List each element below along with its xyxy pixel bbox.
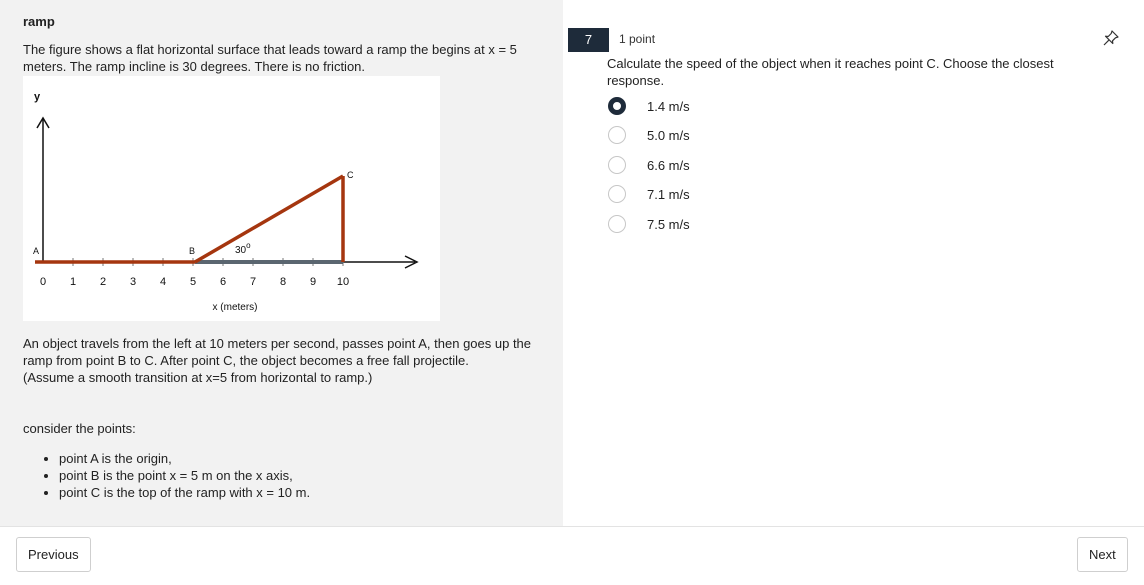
description-line: (Assume a smooth transition at x=5 from horizontal to ramp.) (23, 370, 373, 385)
radio-button[interactable] (608, 185, 626, 203)
angle-label: 30$^o$ (235, 241, 251, 256)
y-axis-label: y (34, 91, 41, 103)
list-item: • point B is the point x = 5 m on the x axis, (59, 467, 310, 484)
pin-icon[interactable] (1102, 29, 1120, 47)
answer-option[interactable] (607, 125, 907, 147)
x-tick-label: 5 (189, 276, 197, 288)
list-item: • point A is the origin, (59, 450, 310, 467)
x-tick-label: 6 (219, 276, 227, 288)
passage-intro: The figure shows a flat horizontal surface that leads toward a ramp the begins at x = 5 meters. The ramp incline is 30 degrees. There is no friction. (23, 42, 517, 74)
option-label: 1.4 m/s (647, 99, 690, 114)
answer-option[interactable] (607, 155, 907, 177)
ramp-figure (23, 76, 440, 321)
footer-divider (0, 526, 1144, 527)
ramp-incline (195, 176, 343, 262)
point-b-label: B (189, 246, 196, 256)
x-tick-label: 4 (159, 276, 167, 288)
points-list (41, 450, 310, 501)
option-label: 7.5 m/s (647, 217, 690, 232)
option-label: 7.1 m/s (647, 187, 690, 202)
question-text: Calculate the speed of the object when it reaches point C. Choose the closest response. (607, 56, 1054, 88)
question-number: 7 (568, 28, 609, 52)
previous-button[interactable]: Previous (16, 537, 91, 572)
point-c-label: C (347, 170, 354, 180)
passage-title: ramp (23, 14, 55, 29)
question-points: 1 point (619, 32, 656, 46)
radio-button-selected[interactable] (608, 97, 626, 115)
x-tick-label: 7 (249, 276, 257, 288)
x-tick-label: 9 (309, 276, 317, 288)
x-tick-label: 10 (336, 276, 350, 288)
x-axis-label: x (meters) (212, 302, 258, 313)
answer-option[interactable] (607, 96, 907, 118)
point-a-label: A (33, 246, 40, 256)
description-line: An object travels from the left at 10 meters per second, passes point A, then goes up the ramp from point B to C. After point C, the object becomes a free fall projectile. (23, 336, 532, 368)
radio-button[interactable] (608, 215, 626, 233)
option-label: 5.0 m/s (647, 128, 690, 143)
x-tick-label: 0 (39, 276, 47, 288)
passage-panel (0, 0, 563, 526)
consider-label: consider the points: (23, 421, 136, 436)
x-tick-label: 2 (99, 276, 107, 288)
answer-option[interactable] (607, 214, 907, 236)
x-tick-label: 1 (69, 276, 77, 288)
radio-button[interactable] (608, 156, 626, 174)
passage-description (23, 335, 543, 386)
ramp-diagram (23, 76, 440, 321)
question-panel (563, 0, 1144, 526)
answer-option[interactable] (607, 184, 907, 206)
option-label: 6.6 m/s (647, 158, 690, 173)
list-item: • point C is the top of the ramp with x = 10 m. (59, 484, 310, 501)
x-tick-label: 8 (279, 276, 287, 288)
x-axis-tick-labels (40, 276, 349, 288)
next-button[interactable]: Next (1077, 537, 1128, 572)
radio-button[interactable] (608, 126, 626, 144)
x-tick-label: 3 (129, 276, 137, 288)
